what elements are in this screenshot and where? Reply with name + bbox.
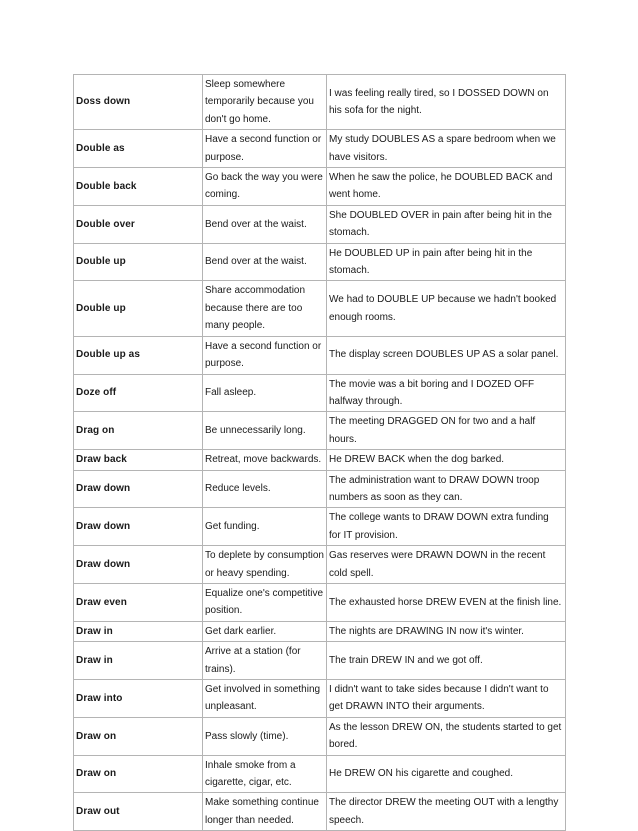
table-row <box>74 130 566 168</box>
example-cell: The display screen DOUBLES UP AS a solar panel. <box>327 336 566 374</box>
term-cell: Draw in <box>74 642 203 680</box>
example-cell: I didn't want to take sides because I didn't want to get DRAWN INTO their arguments. <box>327 680 566 718</box>
table-row <box>74 546 566 584</box>
term-cell: Doze off <box>74 374 203 412</box>
example-cell: The administration want to DRAW DOWN troop numbers as soon as they can. <box>327 470 566 508</box>
table-row <box>74 755 566 793</box>
table-row <box>74 680 566 718</box>
term-cell: Double up <box>74 281 203 336</box>
definition-cell: Share accommodation because there are too many people. <box>203 281 327 336</box>
definition-cell: Be unnecessarily long. <box>203 412 327 450</box>
table-row <box>74 642 566 680</box>
example-cell: The college wants to DRAW DOWN extra funding for IT provision. <box>327 508 566 546</box>
example-cell: The train DREW IN and we got off. <box>327 642 566 680</box>
term-cell: Draw down <box>74 470 203 508</box>
example-cell: As the lesson DREW ON, the students started to get bored. <box>327 717 566 755</box>
table-row <box>74 243 566 281</box>
table-row <box>74 583 566 621</box>
example-cell: The exhausted horse DREW EVEN at the finish line. <box>327 583 566 621</box>
definition-cell: Get involved in something unpleasant. <box>203 680 327 718</box>
definition-cell: Reduce levels. <box>203 470 327 508</box>
table-row <box>74 508 566 546</box>
definition-cell: Have a second function or purpose. <box>203 336 327 374</box>
term-cell: Drag on <box>74 412 203 450</box>
example-cell: She DOUBLED OVER in pain after being hit in the stomach. <box>327 205 566 243</box>
definition-cell: Bend over at the waist. <box>203 205 327 243</box>
term-cell: Double as <box>74 130 203 168</box>
table-row <box>74 205 566 243</box>
definition-cell: Arrive at a station (for trains). <box>203 642 327 680</box>
example-cell: When he saw the police, he DOUBLED BACK and went home. <box>327 168 566 206</box>
definition-cell: Fall asleep. <box>203 374 327 412</box>
example-cell: The movie was a bit boring and I DOZED OFF halfway through. <box>327 374 566 412</box>
term-cell: Double up as <box>74 336 203 374</box>
definition-cell: Equalize one's competitive position. <box>203 583 327 621</box>
term-cell: Doss down <box>74 75 203 130</box>
example-cell: We had to DOUBLE UP because we hadn't booked enough rooms. <box>327 281 566 336</box>
definition-cell: Retreat, move backwards. <box>203 450 327 470</box>
definition-cell: Go back the way you were coming. <box>203 168 327 206</box>
example-cell: The nights are DRAWING IN now it's winter. <box>327 621 566 641</box>
definition-cell: Sleep somewhere temporarily because you don't go home. <box>203 75 327 130</box>
example-cell: The director DREW the meeting OUT with a lengthy speech. <box>327 793 566 831</box>
term-cell: Draw in <box>74 621 203 641</box>
table-row <box>74 374 566 412</box>
table-row <box>74 336 566 374</box>
table-row <box>74 412 566 450</box>
term-cell: Draw even <box>74 583 203 621</box>
definition-cell: Inhale smoke from a cigarette, cigar, etc. <box>203 755 327 793</box>
table-row <box>74 168 566 206</box>
example-cell: My study DOUBLES AS a spare bedroom when we have visitors. <box>327 130 566 168</box>
term-cell: Draw on <box>74 717 203 755</box>
table-row <box>74 470 566 508</box>
phrasal-verbs-table <box>73 74 566 831</box>
example-cell: He DREW BACK when the dog barked. <box>327 450 566 470</box>
table-row <box>74 281 566 336</box>
table-row <box>74 75 566 130</box>
term-cell: Double back <box>74 168 203 206</box>
table-row <box>74 793 566 831</box>
phrasal-verbs-sheet <box>73 74 565 831</box>
example-cell: He DREW ON his cigarette and coughed. <box>327 755 566 793</box>
table-row <box>74 621 566 641</box>
example-cell: Gas reserves were DRAWN DOWN in the recent cold spell. <box>327 546 566 584</box>
definition-cell: Make something continue longer than needed. <box>203 793 327 831</box>
term-cell: Double over <box>74 205 203 243</box>
definition-cell: Bend over at the waist. <box>203 243 327 281</box>
definition-cell: Get dark earlier. <box>203 621 327 641</box>
definition-cell: Get funding. <box>203 508 327 546</box>
table-body <box>74 75 566 831</box>
term-cell: Draw back <box>74 450 203 470</box>
term-cell: Draw down <box>74 508 203 546</box>
example-cell: I was feeling really tired, so I DOSSED DOWN on his sofa for the night. <box>327 75 566 130</box>
term-cell: Draw on <box>74 755 203 793</box>
definition-cell: To deplete by consumption or heavy spending. <box>203 546 327 584</box>
term-cell: Draw into <box>74 680 203 718</box>
definition-cell: Pass slowly (time). <box>203 717 327 755</box>
table-row <box>74 450 566 470</box>
example-cell: He DOUBLED UP in pain after being hit in the stomach. <box>327 243 566 281</box>
table-row <box>74 717 566 755</box>
definition-cell: Have a second function or purpose. <box>203 130 327 168</box>
term-cell: Draw out <box>74 793 203 831</box>
term-cell: Draw down <box>74 546 203 584</box>
example-cell: The meeting DRAGGED ON for two and a half hours. <box>327 412 566 450</box>
term-cell: Double up <box>74 243 203 281</box>
